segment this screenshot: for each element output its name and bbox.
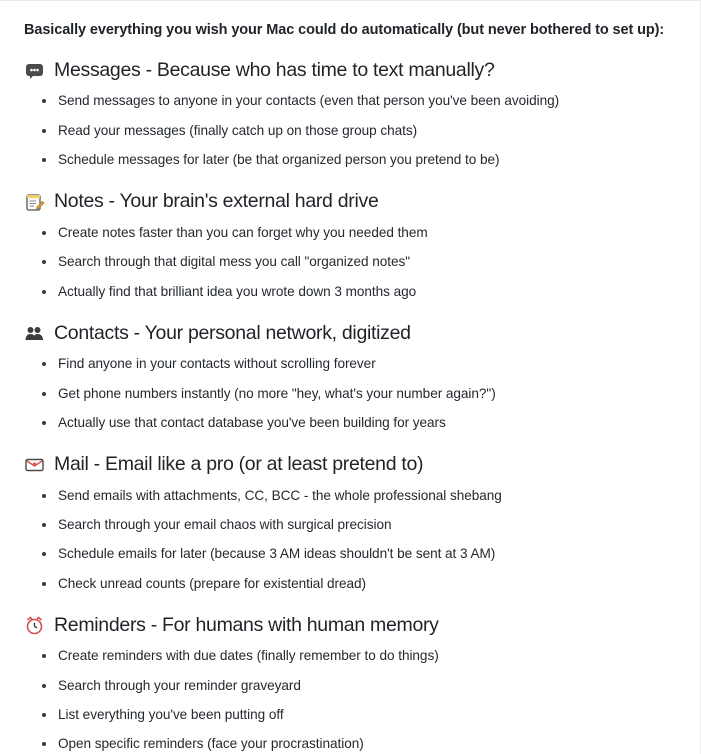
list-item: Find anyone in your contacts without scrolling forever [58, 355, 677, 373]
section-item-list [24, 224, 677, 301]
top-divider [0, 0, 701, 1]
contacts-people-icon [24, 323, 45, 344]
alarm-clock-icon [24, 615, 45, 636]
list-item: Search through your reminder graveyard [58, 677, 677, 695]
section-notes [24, 190, 677, 300]
section-title: Reminders - For humans with human memory [54, 614, 439, 637]
list-item: Check unread counts (prepare for existential dread) [58, 575, 677, 593]
section-title: Messages - Because who has time to text manually? [54, 59, 495, 81]
list-item: Open specific reminders (face your procrastination) [58, 735, 677, 753]
section-item-list [24, 647, 677, 753]
section-title: Contacts - Your personal network, digitized [54, 321, 411, 344]
list-item: Actually find that brilliant idea you wrote down 3 months ago [58, 283, 677, 301]
section-heading [24, 190, 677, 213]
section-item-list [24, 487, 677, 593]
section-item-list [24, 92, 677, 169]
list-item: Schedule messages for later (be that organized person you pretend to be) [58, 151, 677, 169]
envelope-mail-icon [24, 454, 45, 475]
section-mail [24, 453, 677, 593]
speech-bubble-icon [24, 60, 45, 81]
list-item: Create reminders with due dates (finally remember to do things) [58, 647, 677, 665]
section-heading [24, 322, 677, 345]
list-item: Schedule emails for later (because 3 AM ideas shouldn't be sent at 3 AM) [58, 545, 677, 563]
list-item: Actually use that contact database you've been building for years [58, 414, 677, 432]
section-messages [24, 59, 677, 169]
section-heading [24, 453, 677, 476]
list-item: Read your messages (finally catch up on those group chats) [58, 122, 677, 140]
section-contacts [24, 322, 677, 432]
list-item: Search through that digital mess you call "organized notes" [58, 253, 677, 271]
list-item: Search through your email chaos with surgical precision [58, 516, 677, 534]
intro-paragraph: Basically everything you wish your Mac could do automatically (but never bothered to set up): [24, 22, 665, 38]
list-item: List everything you've been putting off [58, 706, 677, 724]
section-heading [24, 614, 677, 637]
notepad-pencil-icon [24, 192, 45, 213]
section-title: Mail - Email like a pro (or at least pretend to) [54, 453, 424, 476]
section-title: Notes - Your brain's external hard drive [54, 190, 379, 213]
section-heading [24, 59, 677, 82]
section-item-list [24, 355, 677, 432]
list-item: Get phone numbers instantly (no more "hey, what's your number again?") [58, 385, 677, 403]
list-item: Create notes faster than you can forget why you needed them [58, 224, 677, 242]
section-reminders [24, 614, 677, 754]
list-item: Send messages to anyone in your contacts (even that person you've been avoiding) [58, 92, 677, 110]
list-item: Send emails with attachments, CC, BCC - the whole professional shebang [58, 487, 677, 505]
